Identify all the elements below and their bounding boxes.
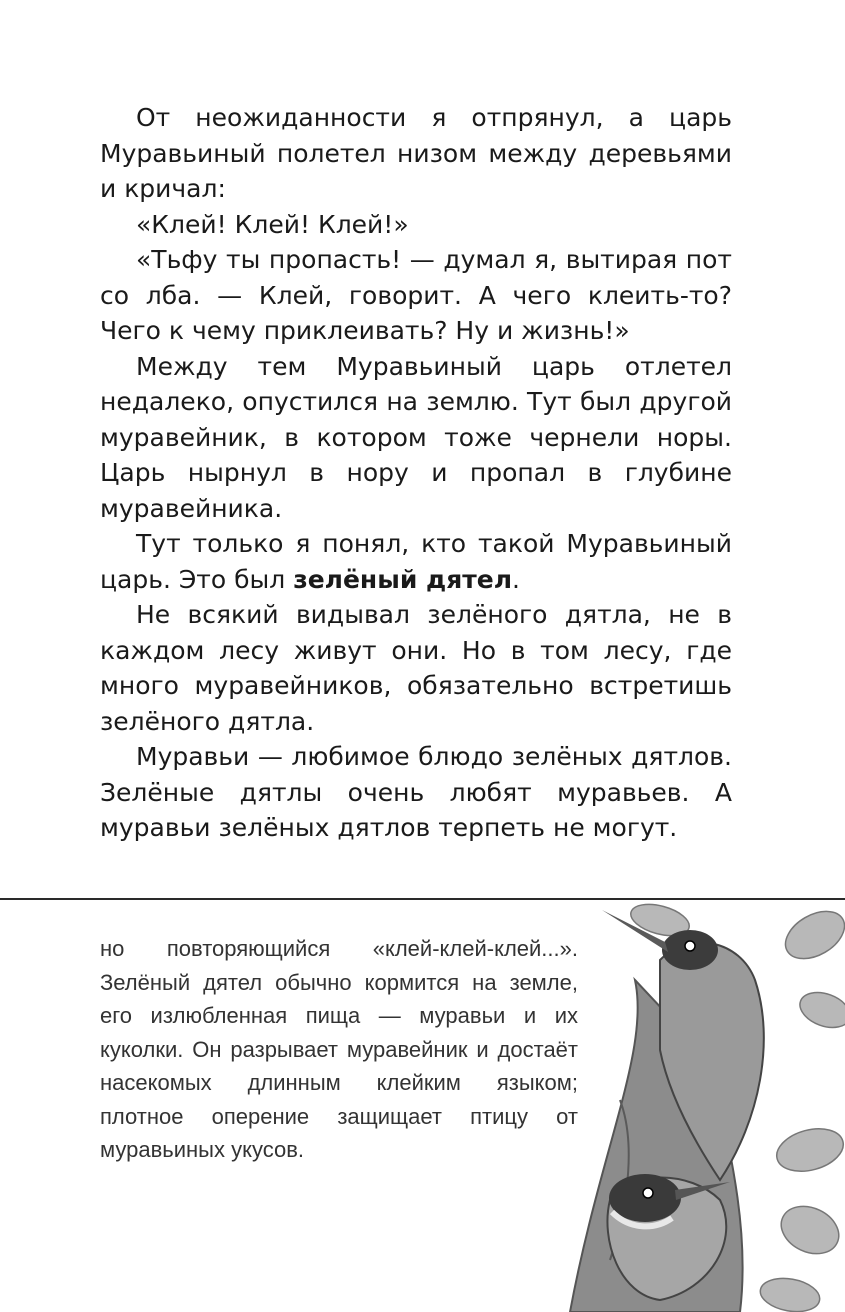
paragraph: Не всякий видывал зелёного дятла, не в каждом лесу живут они. Но в том лесу, где много муравейников, обязательно встретишь зелёного дятла.: [100, 600, 732, 736]
sidebar-note: [100, 932, 578, 1167]
woodpecker-illustration: [540, 900, 845, 1312]
paragraph: От неожиданности я отпрянул, а царь Муравьиный полетел низом между деревьями и кричал:: [100, 103, 732, 203]
paragraph: «Клей! Клей! Клей!»: [136, 209, 409, 239]
lower-woodpecker-eye: [643, 1188, 653, 1198]
paragraph-text: Тут только я понял, кто такой Муравьиный царь. Это был: [100, 529, 732, 594]
lower-woodpecker-head: [609, 1174, 681, 1222]
bird-name-bold: зелёный дятел: [293, 564, 513, 594]
story-text: [100, 100, 732, 846]
paragraph: Муравьи — любимое блюдо зелёных дятлов. Зелёные дятлы очень любят муравьев. А муравьи зелёных дятлов терпеть не могут.: [100, 742, 732, 842]
leaf: [772, 1122, 845, 1178]
leaf: [774, 1197, 845, 1262]
upper-woodpecker-eye: [685, 941, 695, 951]
paragraph: [100, 526, 732, 597]
paragraph: «Тьфу ты пропасть! — думал я, вытирая пот со лба. — Клей, говорит. А чего клеить-то? Чего к чему приклеивать? Ну и жизнь!»: [100, 245, 732, 345]
leaf: [777, 902, 845, 969]
leaf: [758, 1274, 823, 1312]
paragraph-end: .: [512, 564, 520, 594]
note-text: но повторяющийся «клей-клей-клей...». Зелёный дятел обычно кормится на земле, его излюбленная пища — муравьи и их куколки. Он разрывает муравейник и достаёт насекомых длинным клейким языком; плотное оперение защищает птицу от муравьиных укусов.: [100, 936, 578, 1162]
paragraph: Между тем Муравьиный царь отлетел недалеко, опустился на землю. Тут был другой муравейник, в котором тоже чернели норы. Царь нырнул в нору и пропал в глубине муравейника.: [100, 351, 732, 523]
leaf: [795, 986, 845, 1034]
